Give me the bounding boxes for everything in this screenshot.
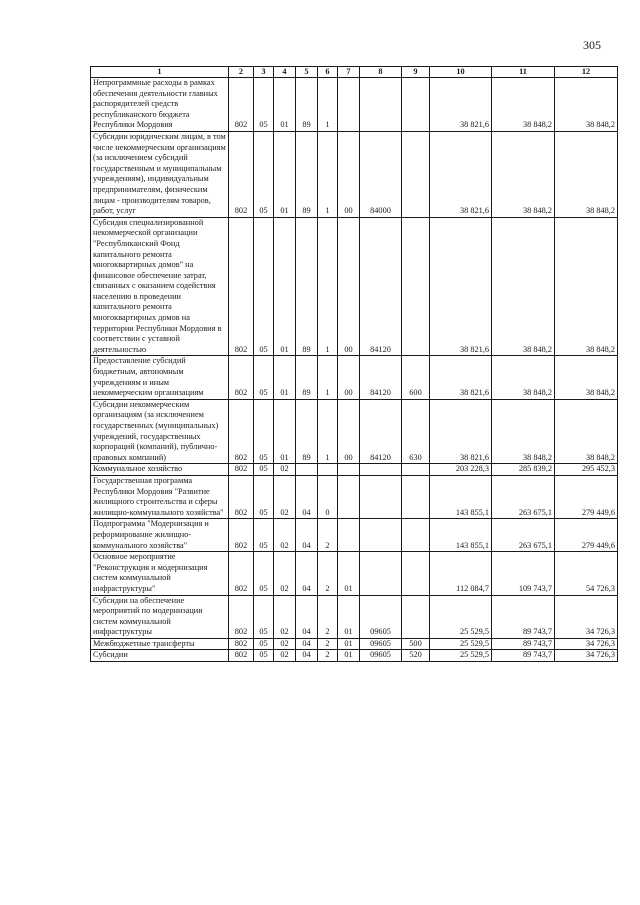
cell-amount-year2: 263 675,1 <box>492 519 555 552</box>
row-name: Государственная программа Республики Мордовия "Развитие жилищного строительства и сферы жилищно-коммунального хозяйства" <box>91 475 229 518</box>
table-row <box>91 356 618 399</box>
cell-subprogram: 2 <box>318 595 338 638</box>
cell-expense-type: 630 <box>402 399 430 464</box>
cell-subsection: 01 <box>274 356 296 399</box>
cell-program: 04 <box>296 638 318 650</box>
cell-amount-year3: 38 848,2 <box>555 78 618 132</box>
cell-program: 04 <box>296 475 318 518</box>
cell-program: 04 <box>296 650 318 662</box>
cell-expense-type: 500 <box>402 638 430 650</box>
row-name: Межбюджетные трансферты <box>91 638 229 650</box>
table-row <box>91 399 618 464</box>
column-header: 4 <box>274 67 296 78</box>
cell-section: 05 <box>254 475 274 518</box>
budget-table <box>90 66 618 662</box>
cell-subprogram: 2 <box>318 650 338 662</box>
header-row <box>91 67 618 78</box>
cell-amount-year1: 38 821,6 <box>430 356 492 399</box>
cell-direction: 84120 <box>360 399 402 464</box>
cell-section: 05 <box>254 552 274 595</box>
cell-event: 01 <box>338 638 360 650</box>
cell-amount-year1: 25 529,5 <box>430 650 492 662</box>
cell-admin: 802 <box>229 650 254 662</box>
cell-admin: 802 <box>229 217 254 356</box>
cell-expense-type: 600 <box>402 356 430 399</box>
cell-subprogram: 1 <box>318 78 338 132</box>
cell-event: 01 <box>338 650 360 662</box>
row-name: Субсидии на обеспечение мероприятий по модернизации систем коммунальной инфраструктуры <box>91 595 229 638</box>
cell-section: 05 <box>254 650 274 662</box>
cell-event: 01 <box>338 552 360 595</box>
cell-amount-year3: 34 726,3 <box>555 650 618 662</box>
row-name: Предоставление субсидий бюджетным, автономным учреждениям и иным некоммерческим организациям <box>91 356 229 399</box>
cell-program <box>296 464 318 476</box>
cell-subprogram: 1 <box>318 217 338 356</box>
cell-subprogram: 1 <box>318 356 338 399</box>
table-row <box>91 475 618 518</box>
cell-direction <box>360 78 402 132</box>
cell-admin: 802 <box>229 519 254 552</box>
cell-amount-year2: 285 839,2 <box>492 464 555 476</box>
cell-amount-year1: 25 529,5 <box>430 638 492 650</box>
table-row <box>91 464 618 476</box>
cell-amount-year3: 38 848,2 <box>555 356 618 399</box>
cell-program: 89 <box>296 399 318 464</box>
column-header: 1 <box>91 67 229 78</box>
cell-section: 05 <box>254 217 274 356</box>
cell-amount-year3: 38 848,2 <box>555 399 618 464</box>
cell-subprogram: 1 <box>318 399 338 464</box>
cell-amount-year2: 38 848,2 <box>492 78 555 132</box>
cell-direction <box>360 475 402 518</box>
cell-amount-year3: 38 848,2 <box>555 217 618 356</box>
table-row <box>91 638 618 650</box>
cell-event <box>338 475 360 518</box>
row-name: Субсидия специализированной некоммерческой организации "Республиканский Фонд капитального ремонта многоквартирных домов" на финансовое обеспечение затрат, связанных с оказанием содействия населению в проведении капитального ремонта многоквартирных домов на территории Республики Мордовия в соответствии с уставной деятельностью <box>91 217 229 356</box>
cell-event: 00 <box>338 131 360 217</box>
cell-subprogram: 2 <box>318 552 338 595</box>
cell-subprogram: 0 <box>318 475 338 518</box>
cell-expense-type <box>402 475 430 518</box>
cell-section: 05 <box>254 356 274 399</box>
cell-amount-year1: 38 821,6 <box>430 78 492 132</box>
column-header: 11 <box>492 67 555 78</box>
cell-direction: 09605 <box>360 595 402 638</box>
cell-subsection: 02 <box>274 519 296 552</box>
table-row <box>91 217 618 356</box>
cell-amount-year1: 203 228,3 <box>430 464 492 476</box>
cell-admin: 802 <box>229 552 254 595</box>
table-row <box>91 78 618 132</box>
cell-amount-year1: 38 821,6 <box>430 217 492 356</box>
row-name: Коммунальное хозяйство <box>91 464 229 476</box>
cell-direction: 09605 <box>360 650 402 662</box>
cell-subsection: 02 <box>274 475 296 518</box>
row-name: Непрограммные расходы в рамках обеспечения деятельности главных распорядителей средств республиканского бюджета Республики Мордовия <box>91 78 229 132</box>
table-row <box>91 650 618 662</box>
cell-direction <box>360 464 402 476</box>
cell-amount-year3: 279 449,6 <box>555 475 618 518</box>
cell-direction: 09605 <box>360 638 402 650</box>
row-name: Субсидии юридическим лицам, в том числе некоммерческим организациям (за исключением субсидий государственным и муниципальным учреждениям), индивидуальным предпринимателям, физическим лицам - производителям товаров, работ, услуг <box>91 131 229 217</box>
cell-event: 01 <box>338 595 360 638</box>
row-name: Подпрограмма "Модернизация и реформирование жилищно-коммунального хозяйства" <box>91 519 229 552</box>
cell-subsection: 01 <box>274 217 296 356</box>
cell-admin: 802 <box>229 464 254 476</box>
page-number: 305 <box>583 38 601 52</box>
cell-section: 05 <box>254 464 274 476</box>
column-header: 3 <box>254 67 274 78</box>
cell-amount-year2: 89 743,7 <box>492 638 555 650</box>
cell-program: 89 <box>296 131 318 217</box>
cell-event: 00 <box>338 217 360 356</box>
cell-event <box>338 464 360 476</box>
cell-expense-type: 520 <box>402 650 430 662</box>
table-row <box>91 519 618 552</box>
cell-program: 04 <box>296 552 318 595</box>
cell-expense-type <box>402 595 430 638</box>
cell-amount-year2: 89 743,7 <box>492 595 555 638</box>
cell-section: 05 <box>254 399 274 464</box>
cell-direction <box>360 552 402 595</box>
cell-admin: 802 <box>229 595 254 638</box>
cell-section: 05 <box>254 638 274 650</box>
table-row <box>91 552 618 595</box>
cell-program: 04 <box>296 595 318 638</box>
cell-section: 05 <box>254 78 274 132</box>
column-header: 10 <box>430 67 492 78</box>
column-header: 2 <box>229 67 254 78</box>
row-name: Субсидии некоммерческим организациям (за исключением государственных (муниципальных) учреждений, государственных корпораций (компаний), публично-правовых компаний) <box>91 399 229 464</box>
column-header: 7 <box>338 67 360 78</box>
cell-amount-year1: 112 084,7 <box>430 552 492 595</box>
cell-subprogram <box>318 464 338 476</box>
cell-subsection: 01 <box>274 131 296 217</box>
cell-admin: 802 <box>229 399 254 464</box>
cell-amount-year2: 109 743,7 <box>492 552 555 595</box>
cell-amount-year3: 34 726,3 <box>555 638 618 650</box>
cell-amount-year2: 89 743,7 <box>492 650 555 662</box>
cell-direction: 84120 <box>360 217 402 356</box>
cell-event <box>338 78 360 132</box>
cell-expense-type <box>402 131 430 217</box>
cell-admin: 802 <box>229 356 254 399</box>
cell-amount-year1: 25 529,5 <box>430 595 492 638</box>
cell-admin: 802 <box>229 475 254 518</box>
cell-amount-year2: 38 848,2 <box>492 131 555 217</box>
cell-amount-year3: 38 848,2 <box>555 131 618 217</box>
table-row <box>91 131 618 217</box>
cell-subsection: 02 <box>274 464 296 476</box>
cell-direction <box>360 519 402 552</box>
cell-subsection: 02 <box>274 650 296 662</box>
cell-subsection: 01 <box>274 399 296 464</box>
cell-expense-type <box>402 552 430 595</box>
cell-amount-year3: 295 452,3 <box>555 464 618 476</box>
cell-amount-year1: 143 855,1 <box>430 475 492 518</box>
cell-program: 04 <box>296 519 318 552</box>
cell-amount-year2: 38 848,2 <box>492 399 555 464</box>
cell-program: 89 <box>296 78 318 132</box>
column-header: 5 <box>296 67 318 78</box>
cell-direction: 84120 <box>360 356 402 399</box>
cell-subsection: 02 <box>274 595 296 638</box>
column-header: 9 <box>402 67 430 78</box>
cell-subsection: 02 <box>274 552 296 595</box>
cell-amount-year1: 143 855,1 <box>430 519 492 552</box>
cell-admin: 802 <box>229 78 254 132</box>
cell-amount-year2: 263 675,1 <box>492 475 555 518</box>
cell-event <box>338 519 360 552</box>
row-name: Основное мероприятие "Реконструкция и модернизация систем коммунальной инфраструктуры" <box>91 552 229 595</box>
row-name: Субсидии <box>91 650 229 662</box>
cell-amount-year3: 54 726,3 <box>555 552 618 595</box>
cell-amount-year1: 38 821,6 <box>430 131 492 217</box>
cell-amount-year3: 279 449,6 <box>555 519 618 552</box>
cell-section: 05 <box>254 131 274 217</box>
cell-event: 00 <box>338 399 360 464</box>
column-header: 6 <box>318 67 338 78</box>
cell-event: 00 <box>338 356 360 399</box>
cell-section: 05 <box>254 595 274 638</box>
cell-expense-type <box>402 78 430 132</box>
cell-expense-type <box>402 217 430 356</box>
table-row <box>91 595 618 638</box>
cell-subsection: 02 <box>274 638 296 650</box>
cell-direction: 84000 <box>360 131 402 217</box>
cell-program: 89 <box>296 217 318 356</box>
cell-admin: 802 <box>229 638 254 650</box>
cell-amount-year3: 34 726,3 <box>555 595 618 638</box>
column-header: 12 <box>555 67 618 78</box>
column-header: 8 <box>360 67 402 78</box>
cell-subprogram: 2 <box>318 638 338 650</box>
cell-program: 89 <box>296 356 318 399</box>
cell-expense-type <box>402 519 430 552</box>
cell-subprogram: 2 <box>318 519 338 552</box>
cell-amount-year2: 38 848,2 <box>492 356 555 399</box>
cell-amount-year1: 38 821,6 <box>430 399 492 464</box>
cell-expense-type <box>402 464 430 476</box>
cell-admin: 802 <box>229 131 254 217</box>
cell-subprogram: 1 <box>318 131 338 217</box>
cell-amount-year2: 38 848,2 <box>492 217 555 356</box>
cell-subsection: 01 <box>274 78 296 132</box>
cell-section: 05 <box>254 519 274 552</box>
